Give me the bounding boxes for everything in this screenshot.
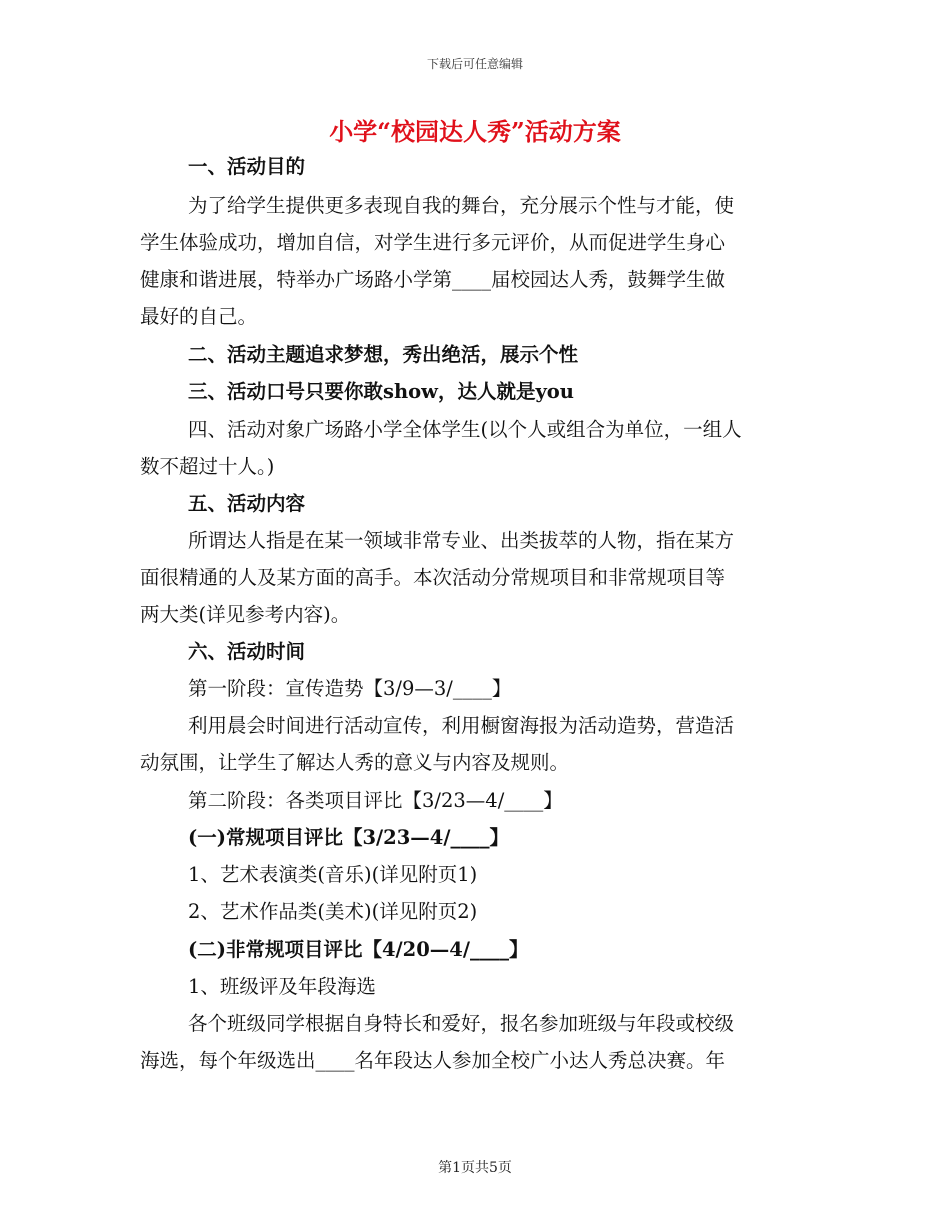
page-footer: 第1页共5页 (438, 1160, 512, 1176)
section-heading-time: 六、活动时间 (188, 640, 306, 663)
header-note: 下载后可任意编辑 (426, 57, 523, 71)
paragraph-line: 利用晨会时间进行活动宣传，利用橱窗海报为活动造势，营造活 (188, 714, 735, 737)
document-title: 小学“校园达人秀”活动方案 (329, 117, 621, 146)
section-heading-purpose: 一、活动目的 (188, 155, 306, 178)
paragraph-line: 动氛围，让学生了解达人秀的意义与内容及规则。 (140, 751, 570, 774)
paragraph-line: 最好的自己。 (140, 305, 258, 328)
paragraph-line: 两大类(详见参考内容)。 (140, 603, 351, 626)
stage-one: 第一阶段：宣传造势【3/9—3/____】 (188, 677, 512, 700)
stage-two: 第二阶段：各类项目评比【3/23—4/____】 (188, 789, 563, 812)
paragraph-line: 健康和谐进展，特举办广场路小学第____届校园达人秀，鼓舞学生做 (140, 268, 726, 291)
paragraph-line: 学生体验成功，增加自信，对学生进行多元评价，从而促进学生身心 (140, 231, 726, 254)
section-heading-theme: 二、活动主题追求梦想，秀出绝活，展示个性 (188, 343, 579, 366)
paragraph-line: 所谓达人指是在某一领域非常专业、出类拔萃的人物，指在某方 (188, 529, 735, 552)
section-heading-slogan: 三、活动口号只要你敢show，达人就是you (188, 380, 574, 403)
paragraph-line: 为了给学生提供更多表现自我的舞台，充分展示个性与才能，使 (188, 194, 735, 217)
subsection-irregular: (二)非常规项目评比【4/20—4/____】 (188, 938, 529, 961)
list-item: 1、班级评及年段海选 (188, 975, 376, 998)
paragraph-line: 数不超过十人。) (140, 455, 275, 478)
paragraph-line: 面很精通的人及某方面的高手。本次活动分常规项目和非常规项目等 (140, 566, 726, 589)
paragraph-line: 各个班级同学根据自身特长和爱好，报名参加班级与年段或校级 (188, 1012, 735, 1035)
subsection-regular: (一)常规项目评比【3/23—4/____】 (188, 826, 509, 849)
list-item: 2、艺术作品类(美术)(详见附页2) (188, 900, 478, 923)
section-audience: 四、活动对象广场路小学全体学生(以个人或组合为单位，一组人 (188, 418, 742, 441)
section-heading-content: 五、活动内容 (188, 492, 306, 515)
list-item: 1、艺术表演类(音乐)(详见附页1) (188, 863, 478, 886)
paragraph-line: 海选，每个年级选出____名年段达人参加全校广小达人秀总决赛。年 (140, 1049, 726, 1072)
